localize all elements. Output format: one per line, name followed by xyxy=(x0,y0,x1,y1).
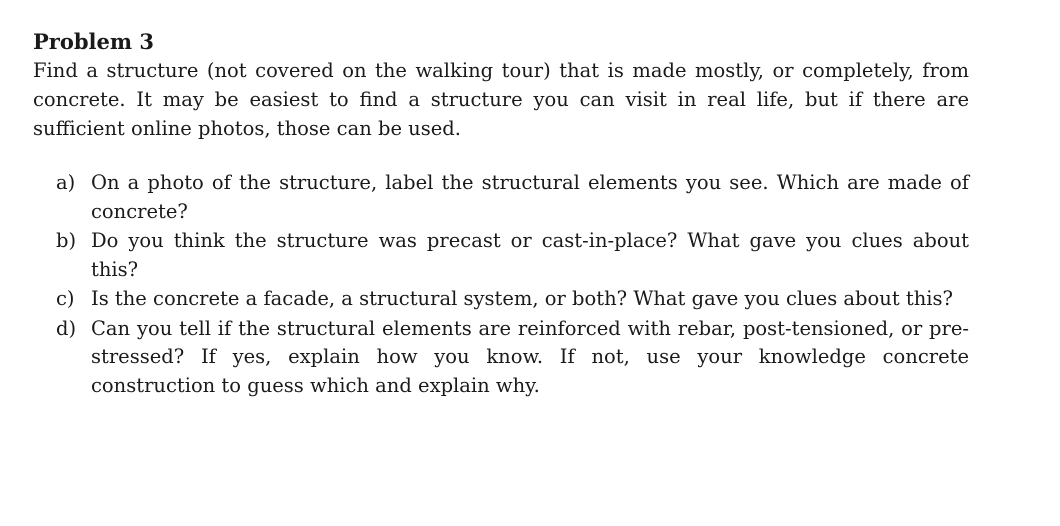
list-item xyxy=(33,285,969,314)
problem-parts-list xyxy=(33,169,969,400)
problem-title: Problem 3 xyxy=(33,29,155,54)
part-label: d) xyxy=(56,316,77,340)
list-item xyxy=(33,315,969,401)
problem-document xyxy=(33,28,969,401)
problem-intro: Find a structure (not covered on the walking tour) that is made mostly, or completely, from concrete. It may be easiest to find a structure you can visit in real life, but if there are sufficient online photos, those can be used. xyxy=(33,59,969,140)
list-item xyxy=(33,169,969,226)
part-text: Do you think the structure was precast or cast-in-place? What gave you clues about this? xyxy=(91,229,969,281)
part-label: c) xyxy=(56,287,75,310)
part-label: a) xyxy=(56,171,76,194)
part-text: On a photo of the structure, label the structural elements you see. Which are made of concrete? xyxy=(91,171,969,223)
part-text: Can you tell if the structural elements are reinforced with rebar, post-tensioned, or pre-stressed? If yes, explain how you know. If not, use your knowledge concrete construction to guess which and explain why. xyxy=(91,316,969,397)
part-label: b) xyxy=(56,229,77,252)
list-item xyxy=(33,227,969,284)
part-text: Is the concrete a facade, a structural system, or both? What gave you clues about this? xyxy=(91,287,953,310)
